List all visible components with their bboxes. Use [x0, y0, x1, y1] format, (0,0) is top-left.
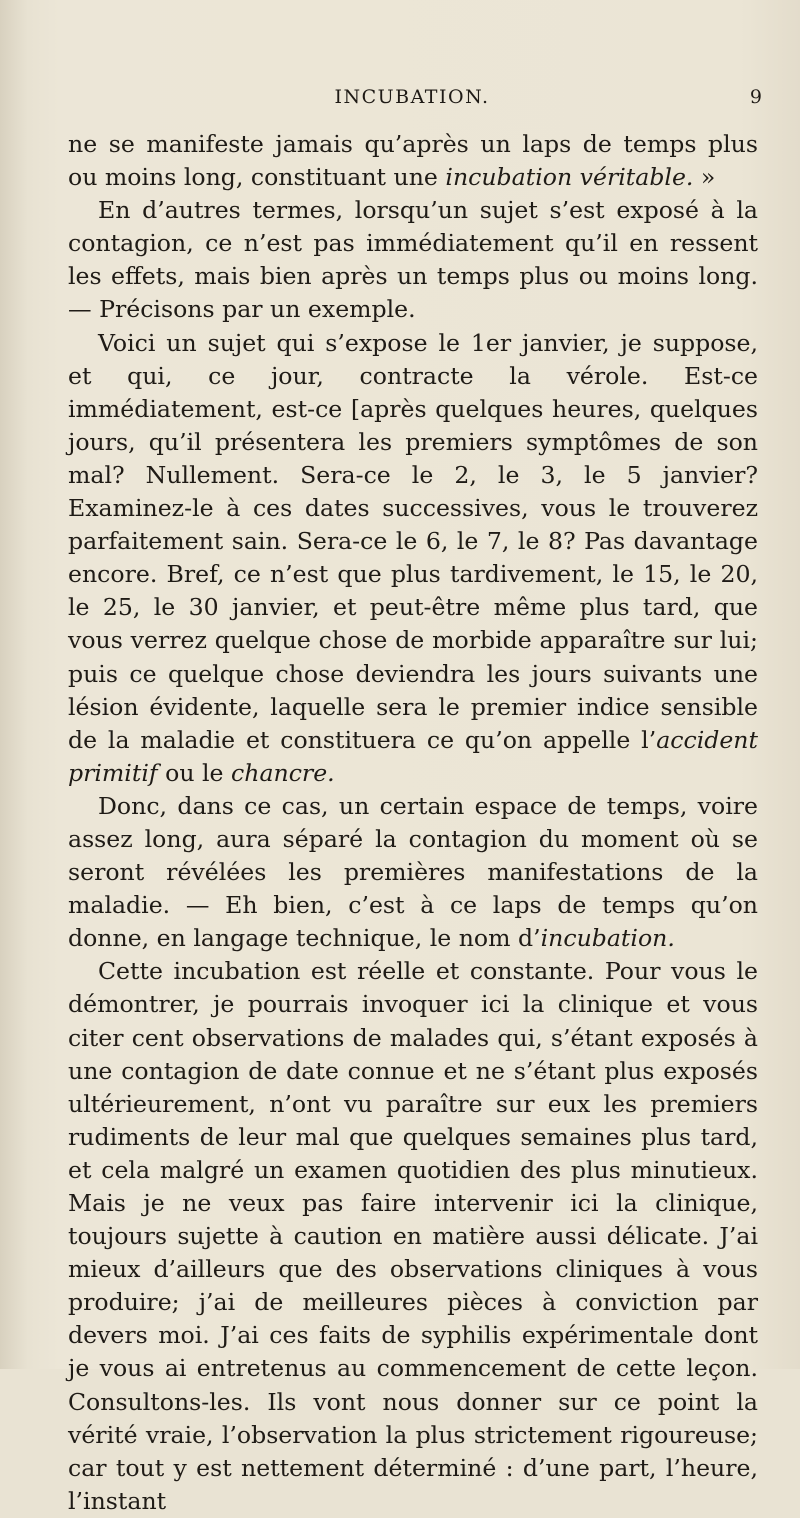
text-segment: Voici un sujet qui s’expose le 1er janvier, je suppose, et qui, ce jour, contracte la vérole. Est-ce immédiatement, est-ce [après quelques heures, quelques jours, qu’il présentera les premiers symptômes de son mal? Nullement. Sera-ce le 2, le 3, le 5 janvier? Examinez-le à ces dates successives, vous le trouverez parfaitement sain. Sera-ce le 6, le 7, le 8? Pas davantage encore. Bref, ce n’est que plus tardivement, le 15, le 20, le 25, le 30 janvier, et peut-être même plus tard, que vous verrez quelque chose de morbide apparaître sur lui; puis ce quelque chose deviendra les jours suivants une lésion évidente, laquelle sera le premier indice sensible de la maladie et constituera ce qu’on appelle l’ — [68, 328, 758, 754]
text-segment: Cette incubation est réelle et constante. Pour vous le démontrer, je pourrais invoquer ici la clinique et vous citer cent observations de malades qui, s’étant exposés à une contagion de date connue et ne s’étant plus exposés ultérieurement, n’ont vu paraître sur eux les premiers rudiments de leur mal que quelques semaines plus tard, et cela malgré un examen quotidien des plus minutieux. Mais je ne veux pas faire intervenir ici la clinique, toujours sujette à caution en matière aussi délicate. J’ai mieux d’ailleurs que des observations cliniques à vous produire; j’ai de meilleures pièces à conviction par devers moi. J’ai ces faits de syphilis expérimentale dont je vous ai entretenus au commencement de cette leçon. Consultons-les. Ils vont nous donner sur ce point la vérité vraie, l’observation la plus strictement rigoureuse; car tout y est nettement déterminé : d’une part, l’heure, l’instant — [68, 957, 758, 1515]
paragraph-2 — [68, 194, 758, 326]
paragraph-1 — [68, 128, 758, 194]
text-segment: En d’autres termes, lorsqu’un sujet s’est exposé à la contagion, ce n’est pas immédiatement qu’il en ressent les effets, mais bien après un temps plus ou moins long. — Précisons par un exemple. — [68, 196, 758, 324]
text-segment-italic: accident primitif — [68, 725, 758, 787]
paragraph-4 — [68, 790, 758, 955]
text-segment-italic: incubation. — [540, 924, 675, 953]
paragraph-3 — [68, 327, 758, 790]
text-segment: » — [693, 163, 716, 192]
page-header — [62, 86, 762, 116]
text-segment-italic: incubation véritable. — [445, 163, 694, 192]
text-segment: ne se manifeste jamais qu’après un laps de temps plus ou moins long, constituant une — [68, 130, 758, 192]
running-title: INCUBATION. — [334, 86, 490, 108]
page-number: 9 — [749, 86, 762, 108]
text-segment: ou le — [157, 758, 232, 787]
paragraph-5 — [68, 955, 758, 1518]
text-segment: Donc, dans ce cas, un certain espace de temps, voire assez long, aura séparé la contagion du moment où se seront révélées les premières manifestations de la maladie. — Eh bien, c’est à ce laps de temps qu’on donne, en langage technique, le nom d’ — [68, 791, 758, 953]
body-text — [68, 128, 758, 1518]
text-segment-italic: chancre. — [231, 758, 335, 787]
